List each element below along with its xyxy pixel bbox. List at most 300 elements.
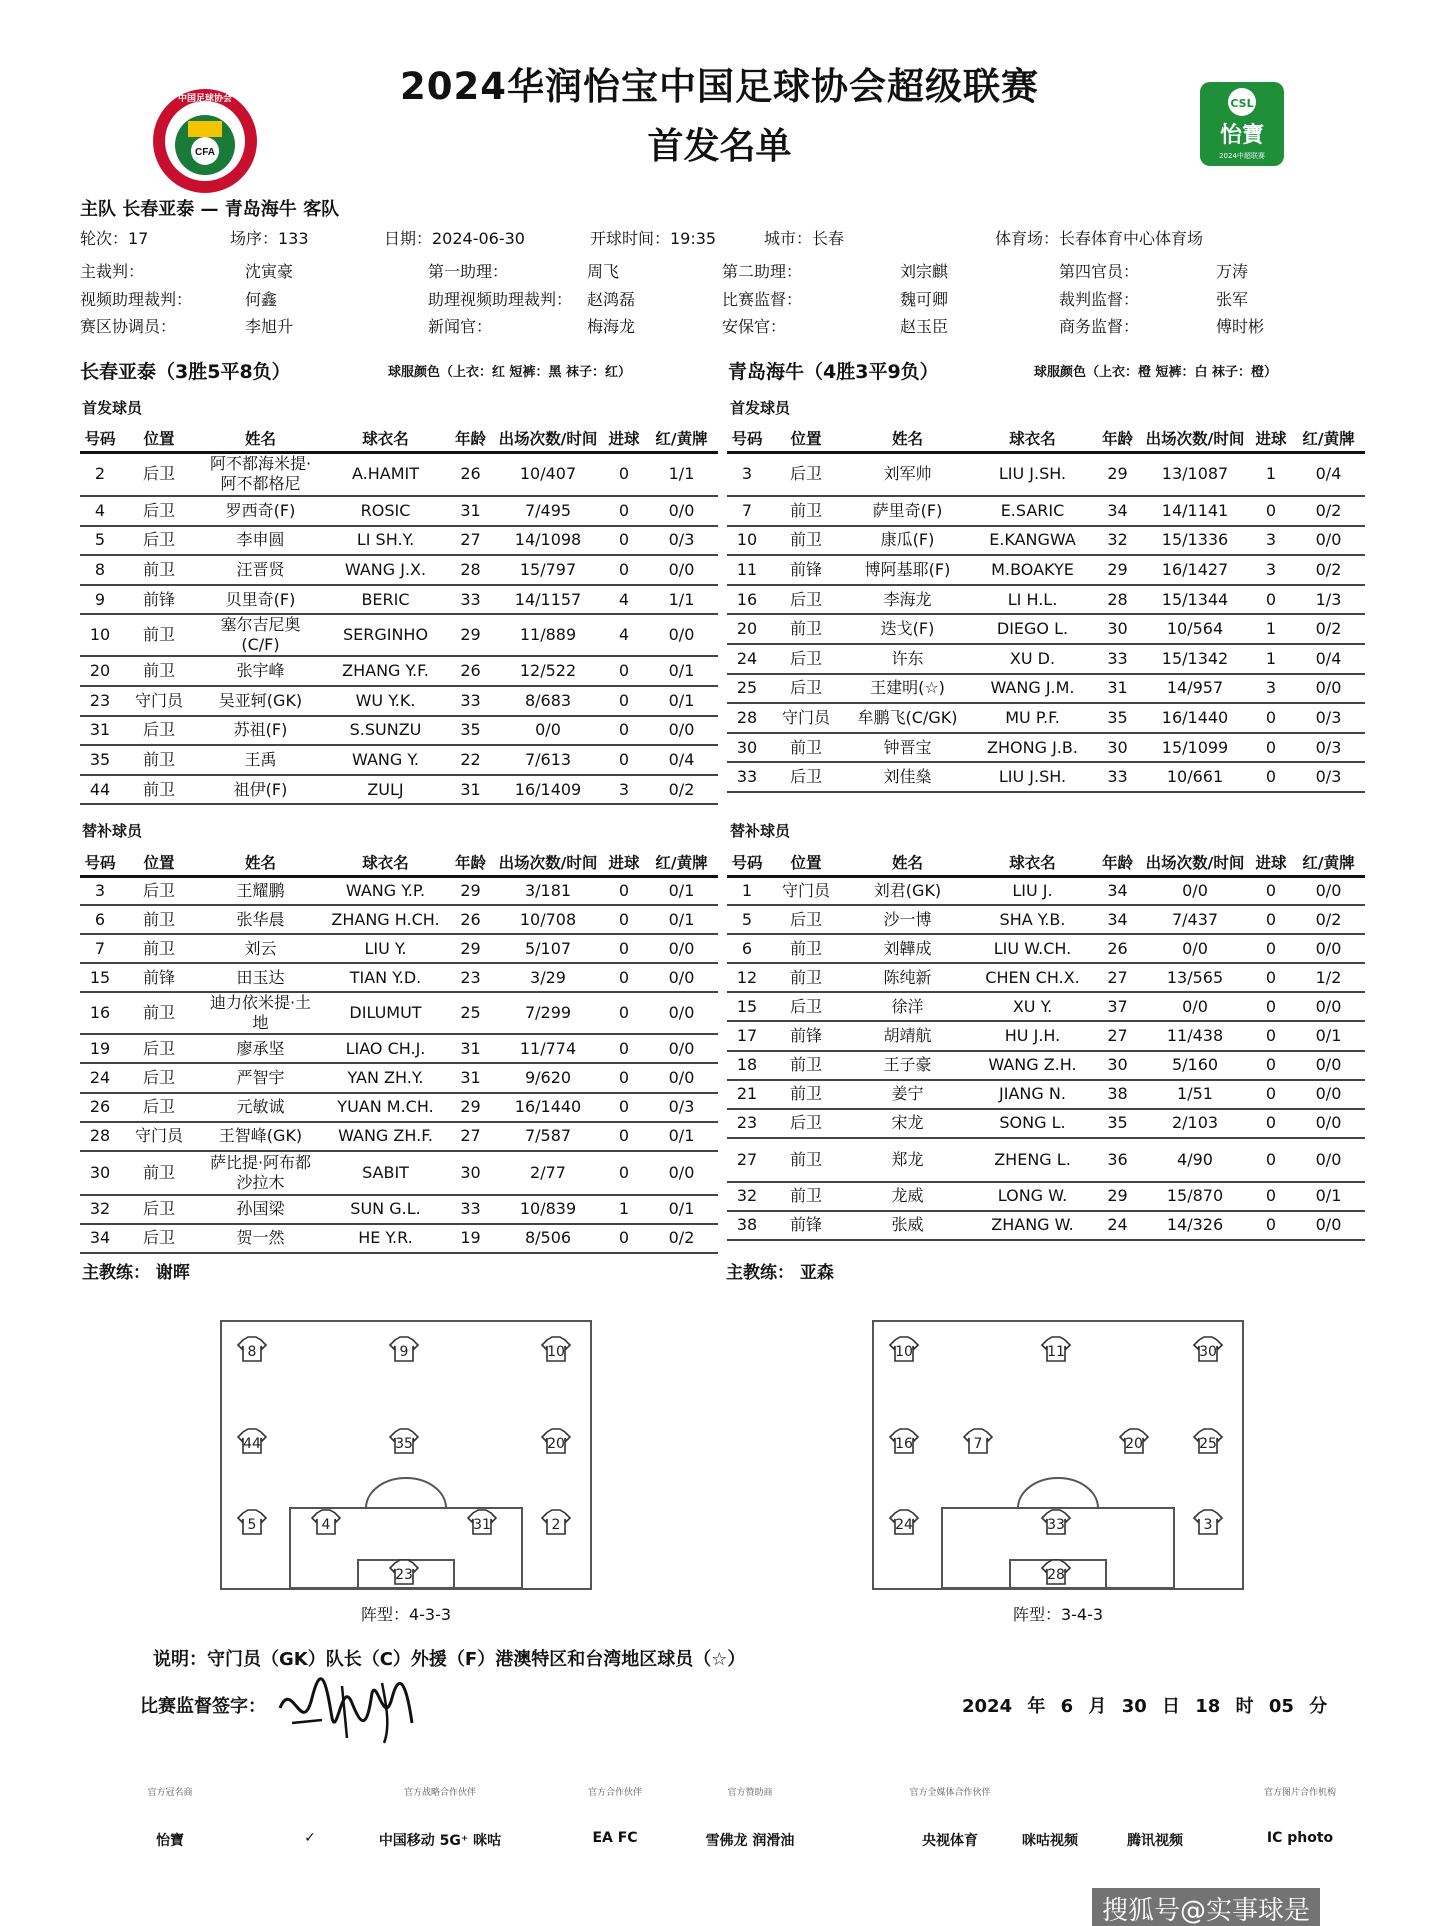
table-cell: 6 (80, 905, 120, 934)
match-date: 日期：2024-06-30 (384, 229, 525, 248)
player-shirt-icon (890, 1429, 918, 1453)
table-cell: 22 (448, 745, 493, 775)
table-cell: 7/587 (493, 1122, 603, 1151)
table-cell: 0/1 (645, 1122, 718, 1151)
table-cell: 0/0 (493, 716, 603, 746)
table-cell: ZHONG J.B. (970, 733, 1095, 763)
player-shirt-number: 20 (547, 1436, 565, 1452)
table-cell: 0 (1250, 934, 1292, 963)
table-cell: 29 (1095, 452, 1140, 496)
table-cell: 0 (603, 686, 645, 716)
table-cell: 26 (1095, 934, 1140, 963)
table-cell: WANG J.X. (323, 555, 448, 585)
table-cell: 胡靖航 (845, 1021, 970, 1050)
table-cell: 30 (1095, 614, 1140, 644)
table-cell: LIAO CH.J. (323, 1034, 448, 1063)
table-cell: 0/2 (1292, 555, 1365, 585)
sponsor-category-label: 官方战略合作伙伴 (403, 1788, 476, 1798)
table-cell: 0 (1250, 585, 1292, 615)
table-cell: 3 (1250, 674, 1292, 704)
table-cell: E.SARIC (970, 496, 1095, 526)
table-cell: 守门员 (120, 1122, 198, 1151)
table-cell: 后卫 (767, 762, 845, 792)
table-cell: 1/3 (1292, 585, 1365, 615)
table-cell: 1 (1250, 644, 1292, 674)
table-cell: 祖伊(F) (198, 775, 323, 805)
column-header: 位置 (767, 850, 845, 876)
table-cell: 0/0 (645, 1063, 718, 1092)
table-cell: 徐洋 (845, 992, 970, 1021)
official-name: 赵鸿磊 (587, 290, 636, 309)
player-shirt-icon (542, 1510, 570, 1534)
table-cell: 0/4 (1292, 452, 1365, 496)
table-cell: 33 (448, 585, 493, 615)
table-cell: SABIT (323, 1151, 448, 1195)
table-cell: 30 (1095, 1051, 1140, 1080)
table-cell: 23 (448, 963, 493, 992)
table-row (727, 992, 1365, 1021)
table-cell: 37 (1095, 992, 1140, 1021)
table-row (80, 526, 718, 556)
table-cell: 31 (448, 1063, 493, 1092)
table-cell: 12 (727, 963, 767, 992)
table-cell: 0 (1250, 1138, 1292, 1182)
column-header: 姓名 (845, 850, 970, 876)
table-row (727, 1080, 1365, 1109)
official-name: 赵玉臣 (900, 317, 949, 336)
table-cell: 0 (1250, 703, 1292, 733)
table-row (727, 1109, 1365, 1138)
player-shirt-icon (390, 1337, 418, 1361)
table-row (80, 1034, 718, 1063)
table-cell: 0/0 (645, 555, 718, 585)
table-cell: 12/522 (493, 656, 603, 686)
match-seq: 场序：133 (230, 229, 309, 248)
table-cell: 5 (727, 905, 767, 934)
table-cell: 5 (80, 526, 120, 556)
supervisor-signature (272, 1668, 422, 1748)
table-cell: 0 (1250, 876, 1292, 905)
column-header: 号码 (727, 426, 767, 452)
table-cell: 23 (80, 686, 120, 716)
table-cell: 0/0 (1292, 674, 1365, 704)
table-cell: 30 (1095, 733, 1140, 763)
official-name: 万涛 (1216, 262, 1249, 281)
table-row (80, 686, 718, 716)
table-cell: 0/2 (1292, 905, 1365, 934)
table-cell: 0/0 (645, 1034, 718, 1063)
table-cell: 2 (80, 452, 120, 496)
table-cell: 前卫 (120, 934, 198, 963)
table-cell: 15/1336 (1140, 526, 1250, 556)
table-cell: E.KANGWA (970, 526, 1095, 556)
sponsor-category-label: 官方全媒体合作伙伴 (909, 1788, 991, 1798)
sponsor-logo: 咪咕视频 (1022, 1833, 1078, 1849)
table-row (727, 526, 1365, 556)
table-cell: 后卫 (767, 452, 845, 496)
table-cell: 0 (1250, 762, 1292, 792)
table-cell: 20 (80, 656, 120, 686)
table-cell: 23 (727, 1109, 767, 1138)
table-cell: 32 (727, 1182, 767, 1211)
table-cell: 0 (1250, 905, 1292, 934)
table-cell: 15/870 (1140, 1182, 1250, 1211)
table-cell: ZHENG L. (970, 1138, 1095, 1182)
table-cell: 后卫 (767, 905, 845, 934)
table-row (80, 934, 718, 963)
table-cell: HU J.H. (970, 1021, 1095, 1050)
table-cell: 0/0 (645, 716, 718, 746)
table-cell: 王耀鹏 (198, 876, 323, 905)
table-cell: 25 (448, 992, 493, 1034)
table-cell: 0/0 (1140, 992, 1250, 1021)
table-cell: ZHANG H.CH. (323, 905, 448, 934)
table-cell: SUN G.L. (323, 1195, 448, 1224)
table-cell: 前卫 (120, 555, 198, 585)
player-shirt-icon (542, 1429, 570, 1453)
table-cell: 32 (1095, 526, 1140, 556)
table-cell: 29 (448, 614, 493, 656)
table-row (80, 716, 718, 746)
table-cell: BERIC (323, 585, 448, 615)
table-cell: 33 (1095, 644, 1140, 674)
table-cell: 14/1098 (493, 526, 603, 556)
table-cell: 1/1 (645, 585, 718, 615)
table-row (727, 934, 1365, 963)
player-shirt-number: 20 (1125, 1436, 1143, 1452)
table-cell: 0 (1250, 733, 1292, 763)
table-cell: 27 (448, 526, 493, 556)
player-shirt-number: 44 (243, 1436, 261, 1452)
player-shirt-number: 2 (551, 1517, 561, 1533)
table-cell: 后卫 (767, 585, 845, 615)
player-shirt-icon (890, 1337, 918, 1361)
table-cell: 郑龙 (845, 1138, 970, 1182)
column-header: 出场次数/时间 (1140, 426, 1250, 452)
table-cell: 7/495 (493, 496, 603, 526)
table-cell: 前卫 (120, 1151, 198, 1195)
table-cell: A.HAMIT (323, 452, 448, 496)
table-cell: YUAN M.CH. (323, 1093, 448, 1122)
player-shirt-icon (964, 1429, 992, 1453)
table-cell: 0 (603, 745, 645, 775)
table-cell: 刘君(GK) (845, 876, 970, 905)
table-row (80, 585, 718, 615)
table-cell: 王禹 (198, 745, 323, 775)
table-cell: WANG J.M. (970, 674, 1095, 704)
away-coach: 主教练： 亚森 (726, 1263, 834, 1283)
table-cell: 张宇峰 (198, 656, 323, 686)
table-header-row (80, 426, 718, 452)
table-cell: 贝里奇(F) (198, 585, 323, 615)
table-cell: 0 (603, 496, 645, 526)
table-cell: 严智宇 (198, 1063, 323, 1092)
table-cell: 刘佳燊 (845, 762, 970, 792)
cfa-logo-text: 中国足球协会 (177, 94, 233, 104)
table-cell: M.BOAKYE (970, 555, 1095, 585)
table-cell: 前卫 (767, 614, 845, 644)
table-row (80, 992, 718, 1034)
table-cell: 34 (1095, 876, 1140, 905)
table-cell: 前卫 (120, 656, 198, 686)
table-cell: 0/1 (645, 876, 718, 905)
column-header: 出场次数/时间 (493, 850, 603, 876)
table-cell: 11/774 (493, 1034, 603, 1063)
column-header: 年龄 (448, 850, 493, 876)
table-cell: 30 (727, 733, 767, 763)
home-formation: 阵型：4-3-3 (360, 1605, 452, 1624)
table-row (80, 496, 718, 526)
player-shirt-number: 3 (1203, 1517, 1213, 1533)
table-header-row (727, 850, 1365, 876)
table-cell: 29 (448, 1093, 493, 1122)
table-cell: 24 (1095, 1211, 1140, 1240)
table-cell: 廖承坚 (198, 1034, 323, 1063)
table-cell: 苏祖(F) (198, 716, 323, 746)
table-cell: 28 (1095, 585, 1140, 615)
table-cell: 0 (1250, 1182, 1292, 1211)
official-role-label: 裁判监督： (1059, 290, 1140, 309)
table-row (727, 452, 1365, 496)
watermark: 搜狐号@实事球是 (1092, 1888, 1320, 1926)
home-starters-table (80, 426, 718, 805)
away-formation-pitch (872, 1320, 1244, 1590)
player-shirt-number: 4 (321, 1517, 331, 1533)
table-cell: 31 (448, 496, 493, 526)
table-cell: 1/51 (1140, 1080, 1250, 1109)
away-starters-label: 首发球员 (730, 399, 791, 417)
table-cell: 0/3 (645, 526, 718, 556)
table-header-row (80, 850, 718, 876)
table-row (80, 1151, 718, 1195)
table-cell: 21 (727, 1080, 767, 1109)
table-cell: 守门员 (767, 876, 845, 905)
table-cell: 后卫 (120, 1195, 198, 1224)
table-cell: 0/0 (645, 496, 718, 526)
away-team-record: 青岛海牛（4胜3平9负） (728, 361, 939, 383)
table-cell: 前卫 (767, 1138, 845, 1182)
table-cell: WANG Z.H. (970, 1051, 1095, 1080)
table-cell: ZHANG Y.F. (323, 656, 448, 686)
table-cell: 0 (603, 526, 645, 556)
table-cell: 4 (603, 585, 645, 615)
official-name: 张军 (1216, 290, 1249, 309)
home-formation-pitch (220, 1320, 592, 1590)
table-cell: 34 (1095, 905, 1140, 934)
column-header: 位置 (120, 426, 198, 452)
table-row (727, 1051, 1365, 1080)
table-cell: 10/564 (1140, 614, 1250, 644)
home-subs-label: 替补球员 (82, 822, 143, 840)
table-cell: ZULJ (323, 775, 448, 805)
table-cell: 31 (448, 1034, 493, 1063)
table-cell: S.SUNZU (323, 716, 448, 746)
column-header: 球衣名 (970, 426, 1095, 452)
table-cell: 0 (603, 555, 645, 585)
away-subs-label: 替补球员 (730, 822, 791, 840)
table-cell: 0 (603, 1063, 645, 1092)
official-role-label: 赛区协调员： (80, 317, 177, 336)
table-cell: 刘军帅 (845, 452, 970, 496)
table-cell: 后卫 (120, 452, 198, 496)
table-cell: 7/299 (493, 992, 603, 1034)
table-cell: LIU J.SH. (970, 452, 1095, 496)
table-cell: ZHANG W. (970, 1211, 1095, 1240)
table-cell: 9 (80, 585, 120, 615)
home-coach: 主教练： 谢晖 (82, 1263, 190, 1283)
table-row (727, 876, 1365, 905)
table-cell: 0/3 (1292, 762, 1365, 792)
table-cell: 38 (727, 1211, 767, 1240)
table-cell: 汪晋贤 (198, 555, 323, 585)
official-name: 梅海龙 (587, 317, 636, 336)
table-row (80, 963, 718, 992)
table-cell: 3 (603, 775, 645, 805)
table-cell: 0 (603, 656, 645, 686)
table-cell: 后卫 (120, 526, 198, 556)
away-formation: 阵型：3-4-3 (1012, 1605, 1104, 1624)
table-cell: 15/797 (493, 555, 603, 585)
table-cell: 王智峰(GK) (198, 1122, 323, 1151)
table-cell: 15 (727, 992, 767, 1021)
table-cell: 10 (80, 614, 120, 656)
table-cell: 0 (1250, 963, 1292, 992)
table-cell: 后卫 (120, 1034, 198, 1063)
table-cell: 6 (727, 934, 767, 963)
table-cell: SHA Y.B. (970, 905, 1095, 934)
table-cell: DILUMUT (323, 992, 448, 1034)
column-header: 进球 (603, 850, 645, 876)
table-cell: 孙国梁 (198, 1195, 323, 1224)
table-cell: 1 (727, 876, 767, 905)
page-title: 2024华润怡宝中国足球协会超级联赛 (400, 65, 1039, 108)
table-cell: 罗西奇(F) (198, 496, 323, 526)
column-header: 年龄 (448, 426, 493, 452)
table-cell: 26 (448, 452, 493, 496)
table-cell: LIU W.CH. (970, 934, 1095, 963)
table-cell: 0/3 (1292, 733, 1365, 763)
table-cell: 18 (727, 1051, 767, 1080)
column-header: 姓名 (845, 426, 970, 452)
table-cell: 1/2 (1292, 963, 1365, 992)
table-cell: 7/613 (493, 745, 603, 775)
table-cell: 8 (80, 555, 120, 585)
column-header: 红/黄牌 (645, 850, 718, 876)
sponsor-logo: 怡寶 (156, 1833, 184, 1849)
official-name: 何鑫 (245, 290, 278, 309)
table-row (727, 1211, 1365, 1240)
table-cell: XU D. (970, 644, 1095, 674)
table-cell: 4/90 (1140, 1138, 1250, 1182)
table-cell: LIU J.SH. (970, 762, 1095, 792)
table-cell: 龙威 (845, 1182, 970, 1211)
table-cell: 26 (448, 656, 493, 686)
table-cell: 刘云 (198, 934, 323, 963)
player-shirt-number: 33 (1047, 1517, 1065, 1533)
table-row (80, 745, 718, 775)
table-cell: 7 (80, 934, 120, 963)
table-cell: 0/0 (1292, 1109, 1365, 1138)
table-header-row (727, 426, 1365, 452)
table-cell: 刘韡成 (845, 934, 970, 963)
table-cell: 10/407 (493, 452, 603, 496)
sponsor-logo: 央视体育 (922, 1833, 978, 1849)
player-shirt-number: 10 (547, 1344, 565, 1360)
player-shirt-number: 10 (895, 1344, 913, 1360)
table-cell: 0 (603, 1151, 645, 1195)
table-cell: 后卫 (120, 1093, 198, 1122)
table-row (727, 614, 1365, 644)
table-cell: 31 (1095, 674, 1140, 704)
table-cell: 30 (448, 1151, 493, 1195)
table-cell: 元敏诚 (198, 1093, 323, 1122)
table-cell: 0 (1250, 992, 1292, 1021)
table-cell: 前锋 (120, 585, 198, 615)
player-shirt-icon (312, 1510, 340, 1534)
official-name: 沈寅豪 (245, 262, 294, 281)
table-cell: 16/1440 (1140, 703, 1250, 733)
home-starters-label: 首发球员 (82, 399, 143, 417)
table-cell: 34 (80, 1224, 120, 1253)
table-cell: 1 (603, 1195, 645, 1224)
player-shirt-number: 8 (247, 1344, 257, 1360)
table-cell: 前锋 (120, 963, 198, 992)
table-cell: 26 (80, 1093, 120, 1122)
table-cell: 迭戈(F) (845, 614, 970, 644)
table-cell: 7 (727, 496, 767, 526)
table-cell: 27 (1095, 1021, 1140, 1050)
table-cell: 张华晨 (198, 905, 323, 934)
table-cell: 3 (1250, 526, 1292, 556)
table-cell: 田玉达 (198, 963, 323, 992)
column-header: 进球 (1250, 850, 1292, 876)
table-cell: 0/0 (1292, 1051, 1365, 1080)
table-cell: 11/438 (1140, 1021, 1250, 1050)
table-cell: 27 (448, 1122, 493, 1151)
player-shirt-number: 24 (895, 1517, 913, 1533)
sponsor-logo: IC photo (1266, 1830, 1334, 1846)
table-cell: 0/1 (645, 1195, 718, 1224)
table-cell: HE Y.R. (323, 1224, 448, 1253)
table-row (80, 876, 718, 905)
table-cell: 0 (603, 992, 645, 1034)
official-role-label: 商务监督： (1059, 317, 1140, 336)
table-row (80, 775, 718, 805)
table-cell: 3 (80, 876, 120, 905)
table-cell: WANG ZH.F. (323, 1122, 448, 1151)
table-cell: 29 (448, 876, 493, 905)
table-cell: 前卫 (120, 745, 198, 775)
table-cell: SONG L. (970, 1109, 1095, 1138)
table-cell: 14/326 (1140, 1211, 1250, 1240)
table-cell: 0/1 (1292, 1021, 1365, 1050)
table-row (727, 963, 1365, 992)
table-cell: 15/1099 (1140, 733, 1250, 763)
table-cell: 10/661 (1140, 762, 1250, 792)
table-cell: 前卫 (767, 1080, 845, 1109)
official-name: 李旭升 (245, 317, 294, 336)
table-cell: 0 (603, 716, 645, 746)
table-cell: TIAN Y.D. (323, 963, 448, 992)
table-cell: 32 (80, 1195, 120, 1224)
table-row (80, 614, 718, 656)
table-cell: 28 (80, 1122, 120, 1151)
sponsor-logo: 腾讯视频 (1127, 1833, 1183, 1849)
table-cell: 11 (727, 555, 767, 585)
table-cell: DIEGO L. (970, 614, 1095, 644)
table-row (80, 1093, 718, 1122)
away-kit-colors: 球服颜色（上衣：橙 短裤：白 袜子：橙） (1034, 365, 1278, 380)
